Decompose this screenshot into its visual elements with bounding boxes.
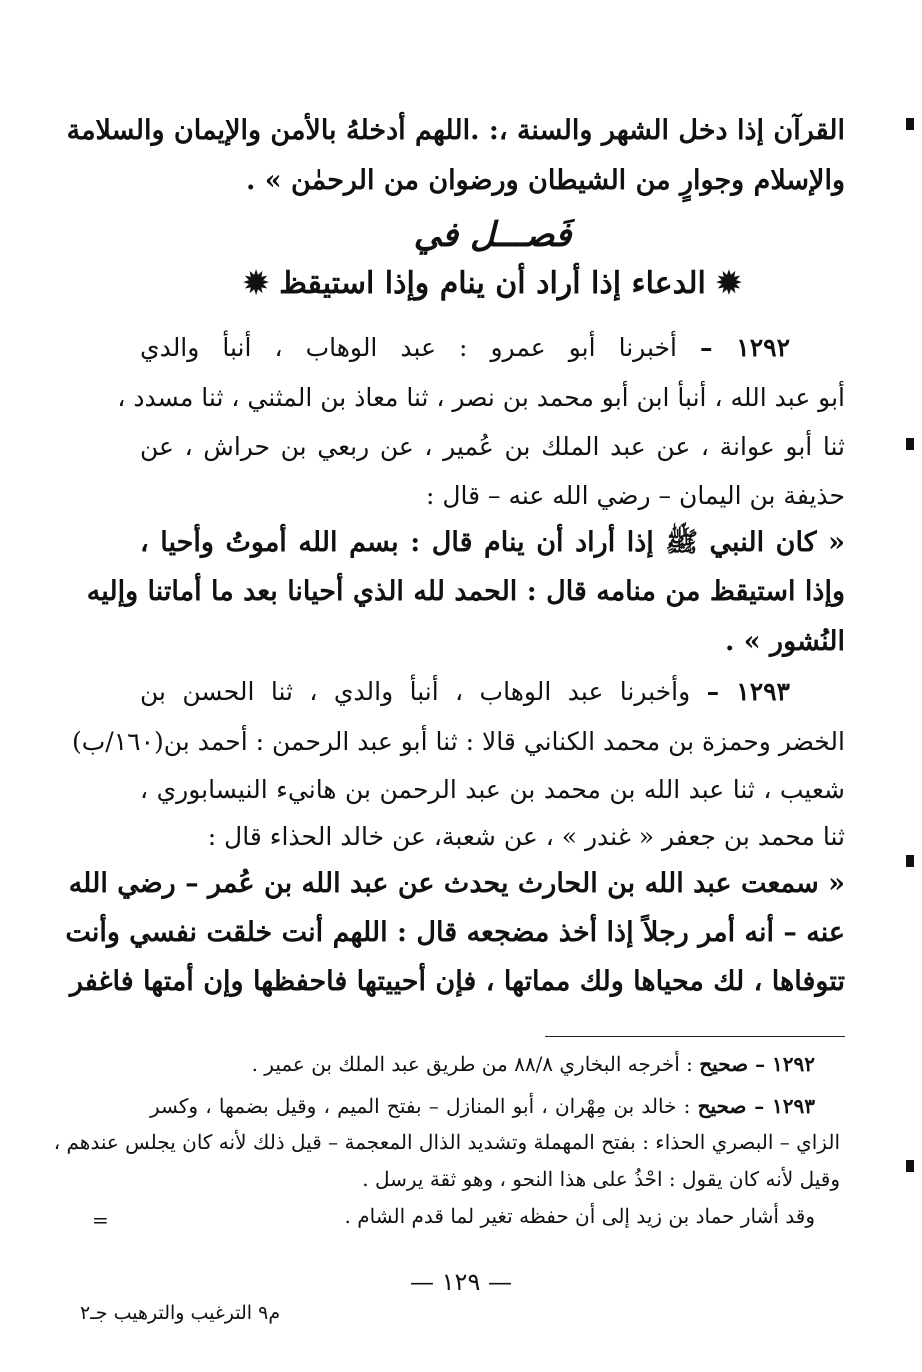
footnote-1293-line-2: الزاي – البصري الحذاء : بفتح المهملة وتشديد الذال المعجمة – قيل ذلك لأنه كان يجلس عندهم ، bbox=[53, 1130, 840, 1154]
text-line-2: والإسلام وجوارٍ من الشيطان ورضوان من الرحمٰن » . bbox=[245, 165, 845, 196]
footnote-text-1293: : خالد بن مِهْران ، أبو المنازل – بفتح الميم ، وقيل بضمها ، وكسر bbox=[150, 1094, 691, 1118]
hadith-1293-line-3: شعيب ، ثنا عبد الله بن محمد بن عبد الرحمن بن هانيء النيسابوري ، bbox=[140, 775, 845, 804]
hadith-1292-matn-1: « كان النبي ﷺ إذا أراد أن ينام قال : بسم الله أموتُ وأحيا ، bbox=[140, 527, 845, 558]
footnote-text-1292: : أخرجه البخاري ٨٨/٨ من طريق عبد الملك بن عمير . bbox=[251, 1052, 693, 1076]
hadith-1293-isnad-1: وأخبرنا عبد الوهاب ، أنبأ والدي ، ثنا الحسن بن bbox=[140, 677, 691, 706]
footnote-separator bbox=[545, 1036, 845, 1037]
hadith-1292-line-2: أبو عبد الله ، أنبأ ابن أبو محمد بن نصر ، ثنا معاذ بن المثني ، ثنا مسدد ، bbox=[117, 383, 845, 412]
page-number: — ١٢٩ — bbox=[410, 1268, 512, 1296]
text-line-1: القرآن إذا دخل الشهر والسنة ،: .اللهم أدخلهُ بالأمن والإيمان والسلامة bbox=[66, 115, 845, 146]
signature-mark: م٩ الترغيب والترهيب جـ٢ bbox=[80, 1302, 281, 1324]
hadith-1292-line-1 bbox=[140, 333, 845, 363]
hadith-1292-line-4: حذيفة بن اليمان – رضي الله عنه – قال : bbox=[425, 481, 845, 510]
hadith-1293-line-2: الخضر وحمزة بن محمد الكناني قالا : ثنا أبو عبد الرحمن : أحمد بن(١٦٠/ب) bbox=[72, 727, 845, 756]
hadith-1293-matn-3: تتوفاها ، لك محياها ولك مماتها ، فإن أحييتها فاحفظها وإن أمتها فاغفر bbox=[69, 966, 845, 997]
hadith-number-1292: ١٢٩٢ – bbox=[699, 333, 790, 362]
continuation-mark: = bbox=[92, 1208, 109, 1232]
scan-edge-mark bbox=[906, 1160, 914, 1172]
scan-edge-mark bbox=[906, 118, 914, 130]
footnote-1293 bbox=[150, 1094, 840, 1118]
footnote-1293-line-3: وقيل لأنه كان يقول : احْذُ على هذا النحو ، وهو ثقة يرسل . bbox=[362, 1167, 840, 1191]
footnote-1293-line-4: وقد أشار حماد بن زيد إلى أن حفظه تغير لما قدم الشام . bbox=[344, 1204, 815, 1228]
footnote-1292 bbox=[150, 1052, 840, 1076]
hadith-1292-matn-3: النُشور » . bbox=[724, 626, 845, 657]
hadith-1293-matn-2: عنه – أنه أمر رجلاً إذا أخذ مضجعه قال : اللهم أنت خلقت نفسي وأنت bbox=[65, 917, 845, 948]
section-title: فَصـــل في bbox=[413, 215, 572, 255]
hadith-1293-matn-1: « سمعت عبد الله بن الحارث يحدث عن عبد الله بن عُمر – رضي الله bbox=[68, 868, 845, 899]
hadith-1292-isnad-1: أخبرنا أبو عمرو : عبد الوهاب ، أنبأ والدي bbox=[140, 333, 677, 362]
hadith-1293-line-1 bbox=[140, 677, 845, 707]
hadith-number-1293: ١٢٩٣ – bbox=[706, 677, 790, 706]
section-subtitle: ✹ الدعاء إذا أراد أن ينام وإذا استيقظ ✹ bbox=[243, 266, 742, 301]
hadith-1292-matn-2: وإذا استيقظ من منامه قال : الحمد لله الذي أحيانا بعد ما أماتنا وإليه bbox=[86, 576, 845, 607]
hadith-1292-line-3: ثنا أبو عوانة ، عن عبد الملك بن عُمير ، عن ربعي بن حراش ، عن bbox=[140, 432, 845, 461]
scan-edge-mark bbox=[906, 438, 914, 450]
hadith-1293-line-4: ثنا محمد بن جعفر « غندر » ، عن شعبة، عن خالد الحذاء قال : bbox=[207, 822, 845, 851]
footnote-number-1292: ١٢٩٢ – صحيح bbox=[699, 1052, 815, 1076]
footnote-number-1293: ١٢٩٣ – صحيح bbox=[697, 1094, 815, 1118]
scan-edge-mark bbox=[906, 855, 914, 867]
